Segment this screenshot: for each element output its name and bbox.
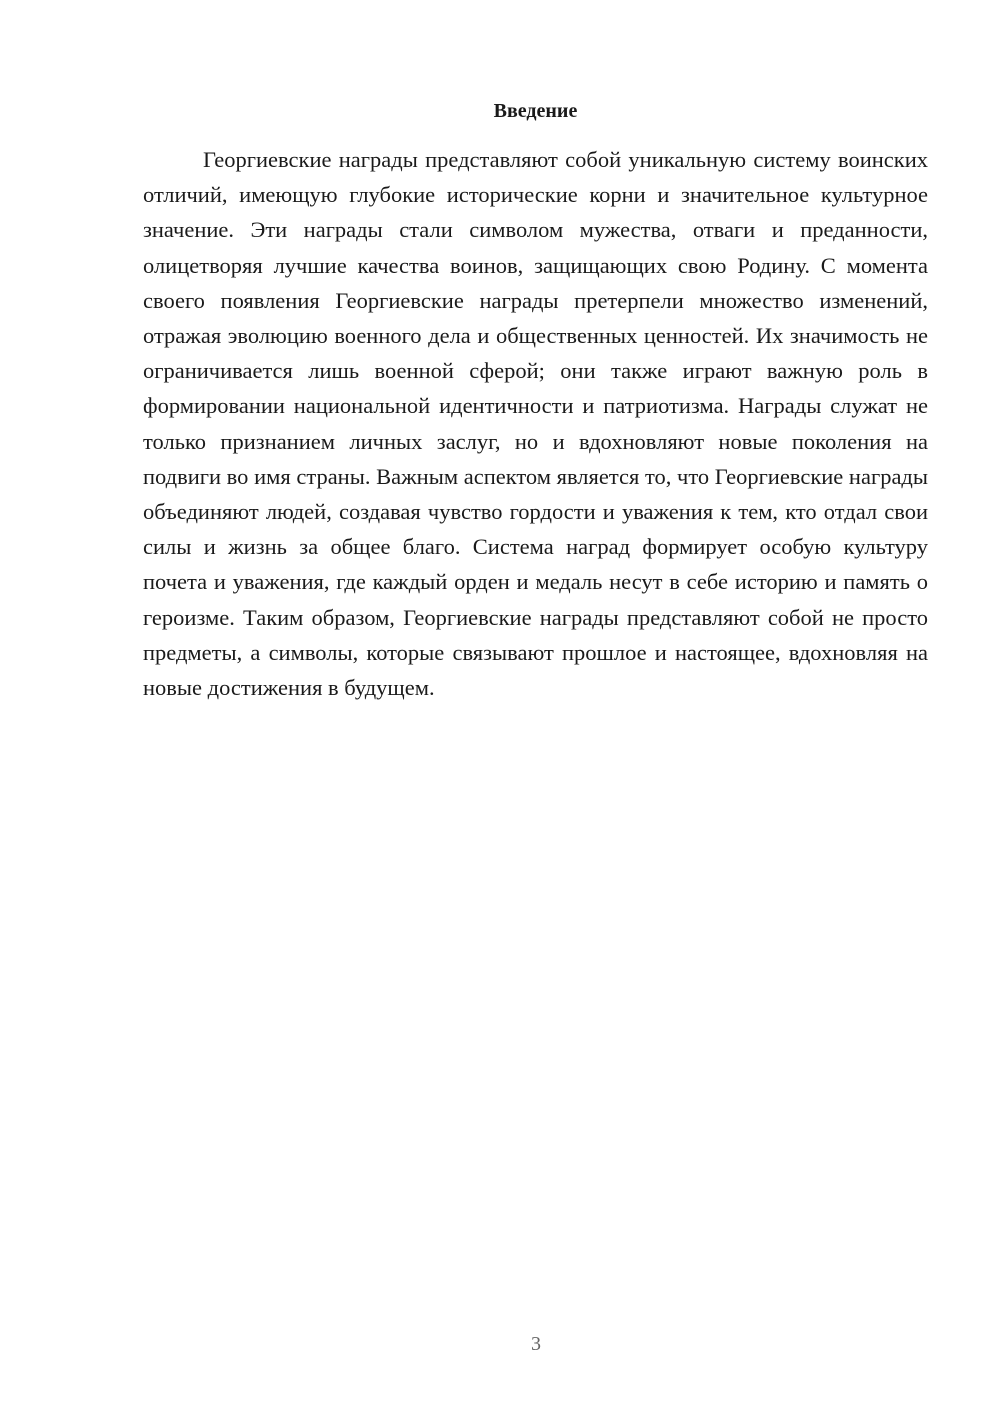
body-paragraph: Георгиевские награды представляют собой уникальную систему воинских отличий, имеющую глубокие исторические корни и значительное культурное значение. Эти награды стали символом мужества, отваги и преданности, олицетворяя лучшие качества воинов, защищающих свою Родину. С момента своего появления Георгиевские награды претерпели множество изменений, отражая эволюцию военного дела и общественных ценностей. Их значимость не ограничивается лишь военной сферой; они также играют важную роль в формировании национальной идентичности и патриотизма. Награды служат не только признанием личных заслуг, но и вдохновляют новые поколения на подвиги во имя страны. Важным аспектом является то, что Георгиевские награды объединяют людей, создавая чувство гордости и уважения к тем, кто отдал свои силы и жизнь за общее благо. Система наград формирует особую культуру почета и уважения, где каждый орден и медаль несут в себе историю и память о героизме. Таким образом, Георгиевские награды представляют собой не просто предметы, а символы, которые связывают прошлое и настоящее, вдохновляя на новые достижения в будущем.	[143, 147, 928, 701]
section-title: Введение	[493, 100, 578, 122]
page-number: 3	[531, 1333, 541, 1355]
